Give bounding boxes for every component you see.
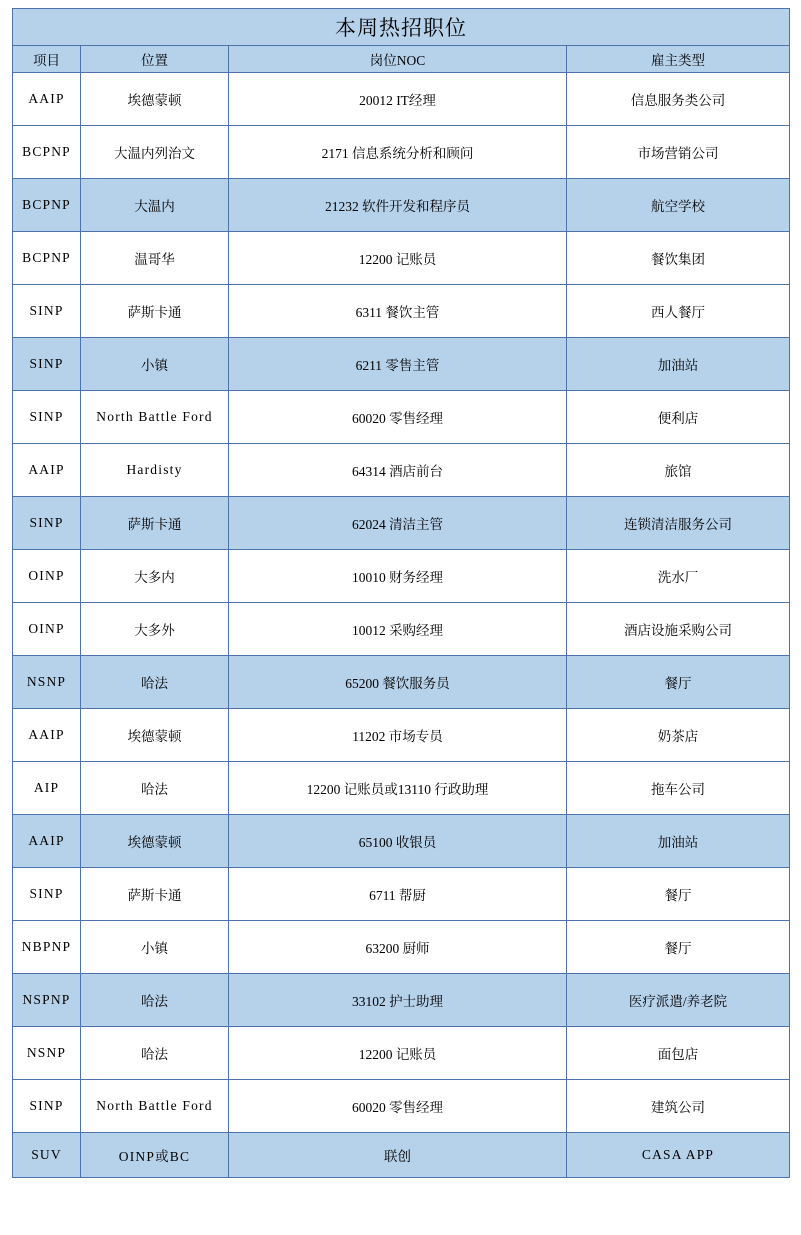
- table-row: [13, 762, 790, 815]
- cell-project: SINP: [13, 285, 81, 338]
- cell-employer: 酒店设施采购公司: [567, 603, 790, 656]
- column-header-employer: 雇主类型: [567, 46, 790, 73]
- table-row: [13, 815, 790, 868]
- cell-project: BCPNP: [13, 232, 81, 285]
- cell-project: AAIP: [13, 444, 81, 497]
- cell-noc: 65200 餐饮服务员: [229, 656, 567, 709]
- table-row: [13, 1133, 790, 1178]
- table-row: [13, 338, 790, 391]
- cell-location: 大多内: [81, 550, 229, 603]
- cell-employer: CASA APP: [567, 1133, 790, 1178]
- cell-noc: 10010 财务经理: [229, 550, 567, 603]
- table-row: [13, 391, 790, 444]
- cell-employer: 旅馆: [567, 444, 790, 497]
- cell-location: 大温内: [81, 179, 229, 232]
- cell-noc: 6711 帮厨: [229, 868, 567, 921]
- cell-noc: 60020 零售经理: [229, 1080, 567, 1133]
- cell-employer: 面包店: [567, 1027, 790, 1080]
- cell-location: 哈法: [81, 656, 229, 709]
- cell-noc: 12200 记账员: [229, 232, 567, 285]
- table-row: [13, 550, 790, 603]
- table-row: [13, 1080, 790, 1133]
- cell-employer: 西人餐厅: [567, 285, 790, 338]
- cell-project: AIP: [13, 762, 81, 815]
- cell-location: Hardisty: [81, 444, 229, 497]
- table-row: [13, 656, 790, 709]
- cell-employer: 航空学校: [567, 179, 790, 232]
- table-header-row: [13, 46, 790, 73]
- table-row: [13, 603, 790, 656]
- cell-project: SINP: [13, 497, 81, 550]
- cell-employer: 市场营销公司: [567, 126, 790, 179]
- column-header-noc: 岗位NOC: [229, 46, 567, 73]
- cell-project: SINP: [13, 1080, 81, 1133]
- cell-employer: 连锁清洁服务公司: [567, 497, 790, 550]
- cell-project: SUV: [13, 1133, 81, 1178]
- cell-project: AAIP: [13, 73, 81, 126]
- cell-project: OINP: [13, 550, 81, 603]
- table-row: [13, 974, 790, 1027]
- cell-noc: 10012 采购经理: [229, 603, 567, 656]
- cell-project: NSNP: [13, 656, 81, 709]
- cell-location: 埃德蒙顿: [81, 815, 229, 868]
- cell-location: 埃德蒙顿: [81, 73, 229, 126]
- table-row: [13, 868, 790, 921]
- cell-noc: 12200 记账员: [229, 1027, 567, 1080]
- cell-noc: 64314 酒店前台: [229, 444, 567, 497]
- cell-noc: 联创: [229, 1133, 567, 1178]
- cell-noc: 33102 护士助理: [229, 974, 567, 1027]
- cell-location: 小镇: [81, 921, 229, 974]
- cell-employer: 餐厅: [567, 868, 790, 921]
- cell-noc: 20012 IT经理: [229, 73, 567, 126]
- table-row: [13, 126, 790, 179]
- cell-noc: 12200 记账员或13110 行政助理: [229, 762, 567, 815]
- cell-employer: 加油站: [567, 338, 790, 391]
- cell-location: OINP或BC: [81, 1133, 229, 1178]
- cell-employer: 建筑公司: [567, 1080, 790, 1133]
- cell-employer: 餐饮集团: [567, 232, 790, 285]
- cell-project: AAIP: [13, 709, 81, 762]
- cell-location: 埃德蒙顿: [81, 709, 229, 762]
- table-row: [13, 179, 790, 232]
- cell-location: 温哥华: [81, 232, 229, 285]
- cell-noc: 6211 零售主管: [229, 338, 567, 391]
- cell-noc: 65100 收银员: [229, 815, 567, 868]
- cell-location: 哈法: [81, 1027, 229, 1080]
- cell-project: BCPNP: [13, 179, 81, 232]
- cell-project: SINP: [13, 338, 81, 391]
- cell-location: 哈法: [81, 762, 229, 815]
- cell-location: 萨斯卡通: [81, 497, 229, 550]
- cell-employer: 加油站: [567, 815, 790, 868]
- cell-project: BCPNP: [13, 126, 81, 179]
- table-row: [13, 1027, 790, 1080]
- cell-employer: 便利店: [567, 391, 790, 444]
- jobs-table: [12, 8, 790, 1178]
- cell-noc: 11202 市场专员: [229, 709, 567, 762]
- cell-employer: 餐厅: [567, 921, 790, 974]
- table-row: [13, 709, 790, 762]
- cell-location: 小镇: [81, 338, 229, 391]
- cell-project: AAIP: [13, 815, 81, 868]
- cell-project: SINP: [13, 868, 81, 921]
- cell-employer: 奶茶店: [567, 709, 790, 762]
- cell-project: NBPNP: [13, 921, 81, 974]
- table-row: [13, 232, 790, 285]
- cell-location: 大温内列治文: [81, 126, 229, 179]
- cell-employer: 拖车公司: [567, 762, 790, 815]
- cell-noc: 60020 零售经理: [229, 391, 567, 444]
- column-header-location: 位置: [81, 46, 229, 73]
- cell-employer: 医疗派遣/养老院: [567, 974, 790, 1027]
- cell-noc: 21232 软件开发和程序员: [229, 179, 567, 232]
- column-header-project: 项目: [13, 46, 81, 73]
- table-row: [13, 921, 790, 974]
- table-row: [13, 444, 790, 497]
- cell-noc: 2171 信息系统分析和顾问: [229, 126, 567, 179]
- cell-location: 萨斯卡通: [81, 285, 229, 338]
- cell-employer: 餐厅: [567, 656, 790, 709]
- cell-project: SINP: [13, 391, 81, 444]
- cell-location: 哈法: [81, 974, 229, 1027]
- cell-project: NSNP: [13, 1027, 81, 1080]
- cell-location: North Battle Ford: [81, 391, 229, 444]
- cell-project: OINP: [13, 603, 81, 656]
- cell-noc: 62024 清洁主管: [229, 497, 567, 550]
- cell-noc: 63200 厨师: [229, 921, 567, 974]
- cell-location: 大多外: [81, 603, 229, 656]
- table-row: [13, 497, 790, 550]
- jobs-table-body: [13, 9, 790, 1178]
- cell-employer: 洗水厂: [567, 550, 790, 603]
- table-row: [13, 285, 790, 338]
- cell-project: NSPNP: [13, 974, 81, 1027]
- page-title: 本周热招职位: [13, 9, 790, 46]
- cell-employer: 信息服务类公司: [567, 73, 790, 126]
- table-row: [13, 73, 790, 126]
- cell-noc: 6311 餐饮主管: [229, 285, 567, 338]
- cell-location: 萨斯卡通: [81, 868, 229, 921]
- cell-location: North Battle Ford: [81, 1080, 229, 1133]
- title-row: [13, 9, 790, 46]
